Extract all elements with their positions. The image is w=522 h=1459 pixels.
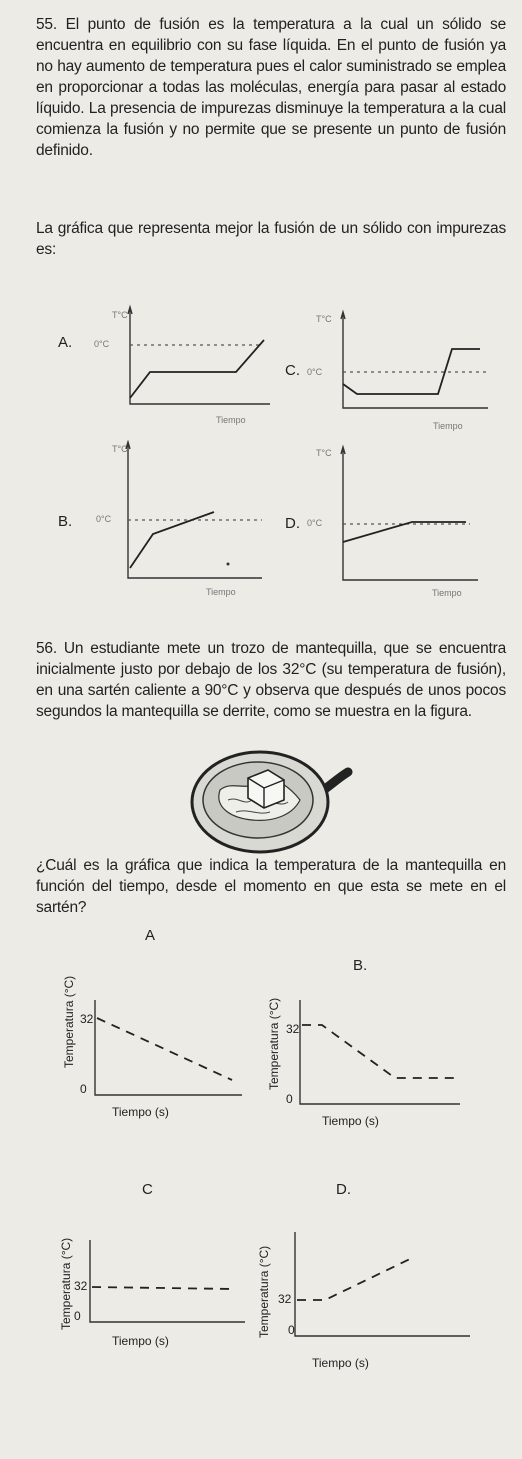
q56-option-c-graph[interactable] (59, 1181, 245, 1348)
tick-0: 0 (80, 1082, 87, 1096)
dot (227, 563, 230, 566)
x-axis-label: Tiempo (s) (112, 1105, 169, 1119)
tick-32: 32 (286, 1022, 300, 1036)
curve (343, 522, 466, 542)
q55-option-a-graph[interactable] (58, 307, 270, 425)
tick-0: 0 (286, 1092, 293, 1106)
axes (343, 450, 478, 580)
curve (343, 349, 480, 394)
x-axis-label: Tiempo (206, 587, 236, 597)
question-56-question: ¿Cuál es la gráfica que indica la temperatura de la mantequilla en función del tiempo, desde el momento en que esta se mete en el sartén? (36, 857, 506, 916)
reference-label: 0°C (307, 367, 323, 377)
option-label: D. (336, 1181, 351, 1198)
y-axis-label: T°C (112, 444, 128, 454)
q55-option-b-graph[interactable] (58, 442, 262, 597)
question-56-text: 56. Un estudiante mete un trozo de mantequilla, que se encuentra inicialmente justo por debajo de los 32°C (su temperatura de fusión), en una sartén caliente a 90°C y observa que después de unos pocos segundos la mantequilla se derrite, como se muestra en la figura. (36, 640, 506, 720)
option-label: B. (353, 957, 368, 974)
tick-0: 0 (74, 1309, 81, 1323)
y-axis-label: Temperatura (°C) (267, 997, 281, 1090)
tick-32: 32 (80, 1012, 94, 1026)
axes (95, 1000, 242, 1095)
curve (302, 1025, 455, 1078)
curve (97, 1018, 232, 1080)
frying-pan-butter-figure (192, 752, 348, 852)
x-axis-label: Tiempo (s) (112, 1334, 169, 1348)
q56-option-b-graph[interactable] (267, 957, 460, 1128)
y-axis-label: Temperatura (°C) (62, 975, 76, 1068)
x-axis-label: Tiempo (433, 421, 463, 431)
tick-32: 32 (278, 1292, 292, 1306)
tick-0: 0 (288, 1323, 295, 1337)
q55-option-d-graph[interactable] (285, 447, 478, 598)
question-55-text: 55. El punto de fusión es la temperatura a la cual un sólido se encuentra en equilibrio con su fase líquida. En el punto de fusión ya no hay aumento de temperatura pues el calor suministrado se emplea en proporcionar a todas las moléculas, energía para pasar al estado líquido. La presencia de impurezas disminuye la temperatura a la cual comienza la fusión y no permite que se presente un punto de fusión definido. (36, 16, 506, 159)
option-label: C (142, 1181, 153, 1198)
x-axis-label: Tiempo (s) (322, 1114, 379, 1128)
question-55-prompt: La gráfica que representa mejor la fusión de un sólido con impurezas es: (36, 220, 506, 258)
y-axis-label: Temperatura (°C) (59, 1237, 73, 1330)
y-axis-label: T°C (316, 314, 332, 324)
tick-32: 32 (74, 1279, 88, 1293)
curve (130, 340, 264, 398)
y-axis-label: Temperatura (°C) (257, 1245, 271, 1338)
axes (90, 1240, 245, 1322)
axes (128, 445, 262, 578)
reference-label: 0°C (307, 518, 323, 528)
q56-option-a-graph[interactable] (62, 927, 242, 1119)
y-axis-label: T°C (112, 310, 128, 320)
axes (300, 1000, 460, 1104)
option-label: B. (58, 513, 73, 530)
y-axis-label: T°C (316, 448, 332, 458)
option-label: C. (285, 362, 300, 379)
x-axis-label: Tiempo (432, 588, 462, 598)
reference-label: 0°C (96, 514, 112, 524)
x-axis-label: Tiempo (216, 415, 246, 425)
reference-label: 0°C (94, 339, 110, 349)
x-axis-label: Tiempo (s) (312, 1356, 369, 1370)
option-label: D. (285, 515, 300, 532)
q55-option-c-graph[interactable] (285, 312, 488, 431)
option-label: A (145, 927, 156, 944)
axes (295, 1232, 470, 1336)
curve (92, 1287, 235, 1289)
curve (297, 1258, 412, 1300)
q56-option-d-graph[interactable] (257, 1181, 470, 1370)
option-label: A. (58, 334, 73, 351)
